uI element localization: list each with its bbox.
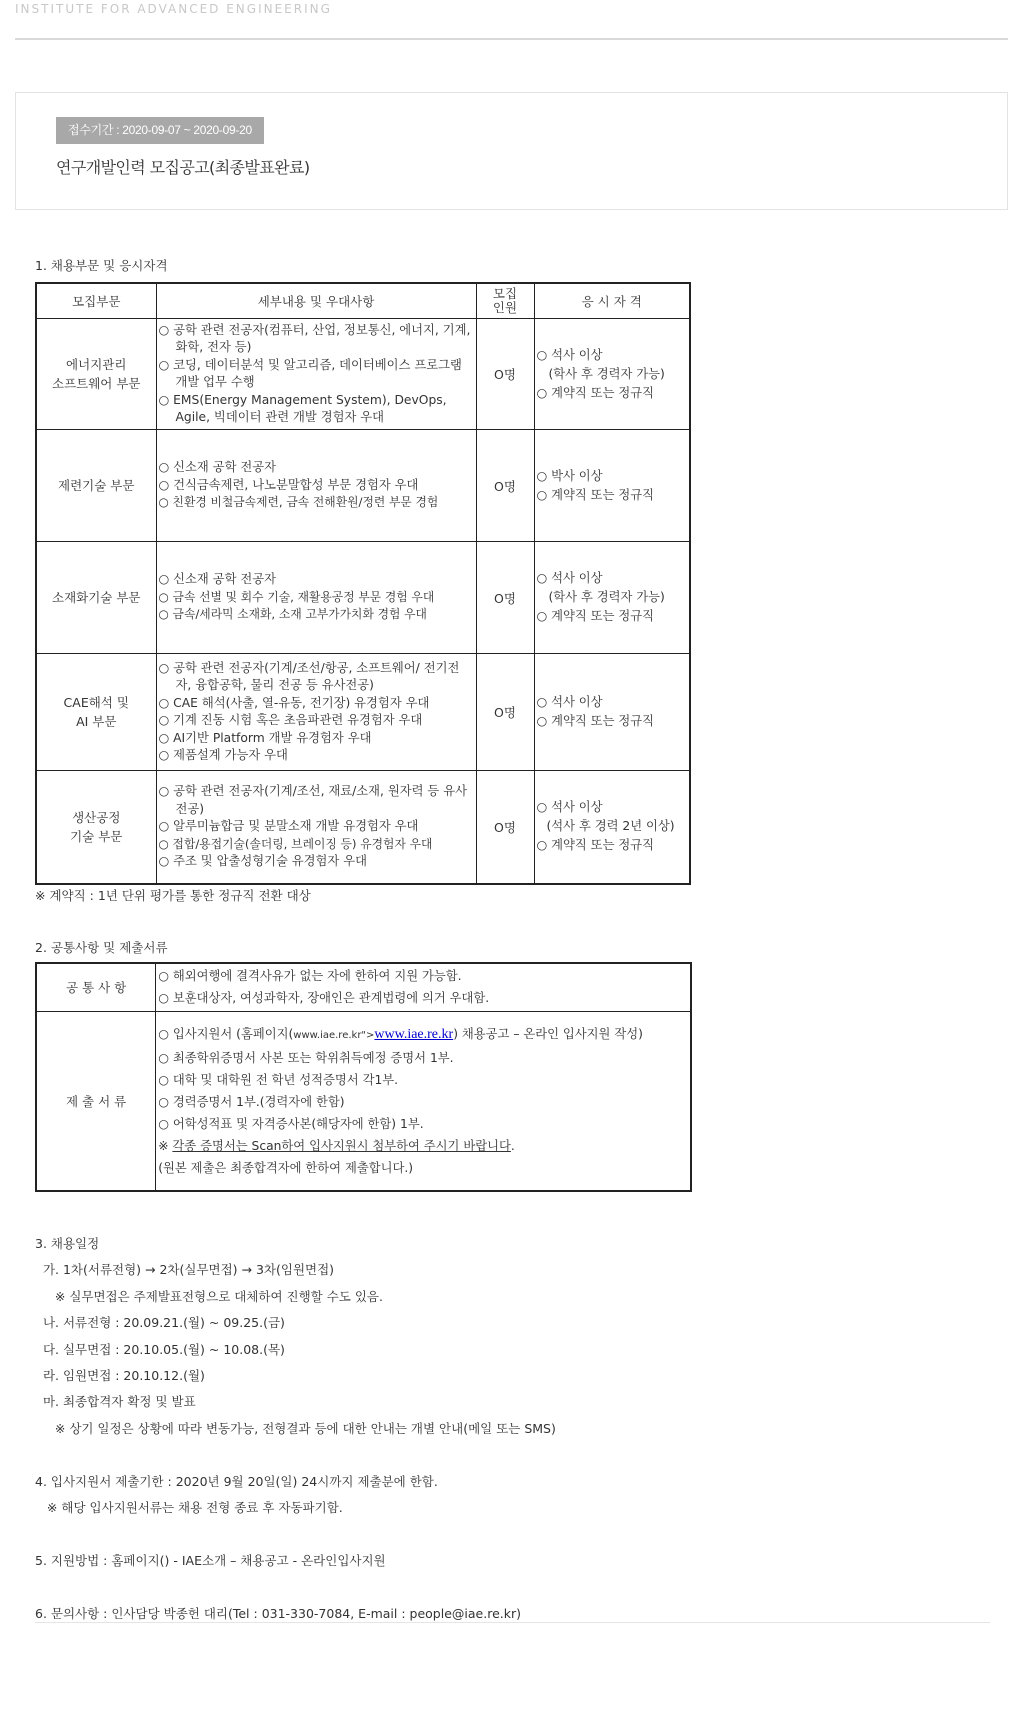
section3-title: 3. 채용일정 — [35, 1236, 100, 1251]
detail-item: ○ 금속 선별 및 회수 기술, 재활용공정 부문 경험 우대 — [158, 589, 435, 604]
col-header-headcount: 모집 인원 — [476, 283, 534, 319]
details-cell — [156, 771, 476, 884]
detail-item: ○ 공학 관련 전공자(컴퓨터, 산업, 정보통신, 에너지, 기계, 화학, 전자 등) — [158, 322, 471, 354]
documents-label: 제 출 서 류 — [36, 1011, 156, 1191]
schedule-line: 라. 임원면접 : 20.10.12.(월) — [35, 1368, 205, 1383]
headcount-cell: O명 — [476, 654, 534, 771]
department-label: 기술 부문 — [70, 828, 123, 844]
qualification-cell — [534, 542, 690, 654]
schedule-line: ※ 실무면접은 주제발표전형으로 대체하여 진행할 수도 있음. — [35, 1289, 383, 1304]
table-row — [36, 771, 690, 884]
list-item — [156, 1023, 690, 1047]
details-cell — [156, 319, 476, 430]
section5-title: 5. 지원방법 : 홈페이지() - IAE소개 – 채용공고 - 온라인입사지원 — [35, 1553, 386, 1568]
table-row — [36, 319, 690, 430]
detail-item: ○ 접합/용접기술(솔더링, 브레이징 등) 유경험자 우대 — [158, 836, 433, 851]
contract-note: ※ 계약직 : 1년 단위 평가를 통한 정규직 전환 대상 — [35, 888, 311, 903]
table-row — [36, 1011, 691, 1191]
table-row — [36, 963, 691, 1011]
department-cell — [36, 319, 156, 430]
detail-item: ○ 건식금속제련, 나노분말합성 부문 경험자 우대 — [158, 477, 419, 492]
col-header-department: 모집부문 — [36, 283, 156, 319]
detail-item: ○ 신소재 공학 전공자 — [158, 572, 276, 587]
col-header-details: 세부내용 및 우대사항 — [156, 283, 476, 319]
documents-cell — [156, 1011, 691, 1191]
detail-item: ○ 주조 및 압출성형기술 유경험자 우대 — [158, 854, 367, 868]
qualification-item: ○ 계약직 또는 정규직 — [536, 714, 654, 728]
list-item — [156, 1135, 690, 1157]
docs-first-suffix: ) 채용공고 – 온라인 입사지원 작성) — [453, 1026, 643, 1041]
common-requirements-table — [35, 962, 692, 1192]
col-header-qualification: 응 시 자 격 — [534, 283, 690, 319]
footer-divider — [35, 1622, 990, 1623]
recruitment-table-header — [36, 283, 690, 319]
docs-note-suffix: . — [510, 1138, 515, 1153]
section4-title: 4. 입사지원서 제출기한 : 2020년 9월 20일(일) 24시까지 제출분에 한함. — [35, 1474, 438, 1489]
headcount-cell: O명 — [476, 430, 534, 542]
department-cell — [36, 771, 156, 884]
qualification-item: ○ 석사 이상 — [536, 347, 603, 362]
department-label: 에너지관리 — [66, 357, 127, 372]
detail-item: ○ 제품설계 가능자 우대 — [158, 748, 288, 762]
header-divider — [15, 38, 1008, 40]
detail-item: ○ 알루미늄합금 및 분말소재 개발 유경험자 우대 — [158, 819, 419, 833]
department-label: AI 부문 — [76, 714, 117, 729]
schedule-line: ※ 상기 일정은 상황에 따라 변동가능, 전형결과 등에 대한 안내는 개별 안내(메일 또는 SMS) — [35, 1421, 556, 1436]
qualification-item: (학사 후 경력자 가능) — [548, 590, 665, 604]
table-row — [36, 542, 690, 654]
docs-note-prefix: ※ — [158, 1138, 173, 1153]
details-cell — [156, 430, 476, 542]
list-item: ○ 어학성적표 및 자격증사본(해당자에 한함) 1부. — [158, 1116, 424, 1131]
common-items-cell — [156, 963, 691, 1011]
headcount-cell: O명 — [476, 771, 534, 884]
department-label: 소재화기술 부문 — [52, 590, 141, 605]
docs-first-raw-url: www.iae.re.kr"> — [293, 1029, 375, 1041]
table-row — [36, 654, 690, 771]
section1-title: 1. 채용부문 및 응시자격 — [35, 258, 168, 273]
list-item: ○ 보훈대상자, 여성과학자, 장애인은 관계법령에 의거 우대함. — [158, 991, 490, 1006]
institute-brand: INSTITUTE FOR ADVANCED ENGINEERING — [15, 2, 332, 16]
list-item: ○ 해외여행에 결격사유가 없는 자에 한하여 지원 가능함. — [158, 969, 462, 984]
list-item: ○ 대학 및 대학원 전 학년 성적증명서 각1부. — [158, 1072, 399, 1087]
section6-title: 6. 문의사항 : 인사담당 박종헌 대리(Tel : 031-330-7084, E-mail : people@iae.re.kr) — [35, 1606, 521, 1621]
qualification-item: ○ 박사 이상 — [536, 468, 603, 483]
table-row — [36, 430, 690, 542]
detail-item: ○ EMS(Energy Management System), DevOps, Agile, 빅데이터 관련 개발 경험자 우대 — [158, 392, 447, 424]
qualification-cell — [534, 319, 690, 430]
docs-first-prefix: ○ 입사지원서 (홈페이지( — [158, 1026, 294, 1041]
page-title: 연구개발인력 모집공고(최종발표완료) — [56, 158, 310, 177]
qualification-item: ○ 석사 이상 — [536, 571, 603, 585]
qualification-item: ○ 계약직 또는 정규직 — [536, 487, 654, 502]
details-cell — [156, 654, 476, 771]
list-item: ○ 최종학위증명서 사본 또는 학위취득예정 증명서 1부. — [158, 1050, 454, 1065]
list-item: (원본 제출은 최종합격자에 한하여 제출합니다.) — [158, 1160, 414, 1175]
qualification-cell — [534, 771, 690, 884]
qualification-cell — [534, 654, 690, 771]
detail-item: ○ 공학 관련 전공자(기계/조선/항공, 소프트웨어/ 전기전자, 융합공학, 물리 전공 등 유사전공) — [158, 660, 460, 692]
detail-item: ○ 금속/세라믹 소재화, 소재 고부가가치화 경험 우대 — [158, 607, 427, 622]
schedule-line: 가. 1차(서류전형) → 2차(실무면접) → 3차(임원면접) — [35, 1262, 335, 1277]
headcount-cell: O명 — [476, 542, 534, 654]
qualification-item: ○ 석사 이상 — [536, 800, 603, 815]
department-cell — [36, 654, 156, 771]
application-period-badge: 접수기간 : 2020-09-07 ~ 2020-09-20 — [56, 117, 264, 144]
qualification-item: ○ 계약직 또는 정규직 — [536, 609, 654, 623]
docs-note-underlined: 각종 증명서는 Scan하여 입사지원시 첨부하여 주시기 바랍니다 — [172, 1138, 511, 1153]
notice-header — [15, 92, 1008, 210]
detail-item: ○ 코딩, 데이터분석 및 알고리즘, 데이터베이스 프로그램 개발 업무 수행 — [158, 357, 462, 389]
section4-note: ※ 해당 입사지원서류는 채용 전형 종료 후 자동파기함. — [35, 1500, 343, 1515]
detail-item: ○ 신소재 공학 전공자 — [158, 460, 276, 475]
schedule-line: 다. 실무면접 : 20.10.05.(월) ~ 10.08.(목) — [35, 1342, 285, 1357]
department-cell — [36, 430, 156, 542]
department-cell — [36, 542, 156, 654]
schedule-line: 마. 최종합격자 확정 및 발표 — [35, 1394, 196, 1409]
common-label: 공 통 사 항 — [36, 963, 156, 1011]
schedule-line: 나. 서류전형 : 20.09.21.(월) ~ 09.25.(금) — [35, 1315, 285, 1330]
detail-item: ○ AI기반 Platform 개발 유경험자 우대 — [158, 730, 372, 745]
detail-item: ○ 기계 진동 시험 혹은 초음파관련 유경험자 우대 — [158, 713, 423, 727]
detail-item: ○ 친환경 비철금속제련, 금속 전해환원/정련 부문 경험 — [158, 495, 439, 510]
list-item: ○ 경력증명서 1부.(경력자에 한함) — [158, 1094, 345, 1109]
section2-title: 2. 공통사항 및 제출서류 — [35, 940, 168, 955]
qualification-item: ○ 계약직 또는 정규직 — [536, 838, 654, 853]
headcount-cell: O명 — [476, 319, 534, 430]
qualification-item: ○ 계약직 또는 정규직 — [536, 385, 654, 400]
department-label: CAE해석 및 — [63, 695, 129, 710]
detail-item: ○ CAE 해석(사출, 열-유동, 전기장) 유경험자 우대 — [158, 695, 430, 710]
details-cell — [156, 542, 476, 654]
qualification-cell — [534, 430, 690, 542]
detail-item: ○ 공학 관련 전공자(기계/조선, 재료/소재, 원자력 등 유사 전공) — [158, 784, 467, 816]
homepage-link[interactable]: www.iae.re.kr — [374, 1026, 454, 1042]
recruitment-table — [35, 282, 691, 885]
department-label: 제련기술 부문 — [58, 478, 135, 493]
department-label: 소프트웨어 부문 — [52, 376, 141, 391]
qualification-item: (석사 후 경력 2년 이상) — [546, 819, 675, 834]
qualification-item: (학사 후 경력자 가능) — [548, 366, 665, 381]
qualification-item: ○ 석사 이상 — [536, 695, 603, 709]
department-label: 생산공정 — [72, 809, 121, 825]
